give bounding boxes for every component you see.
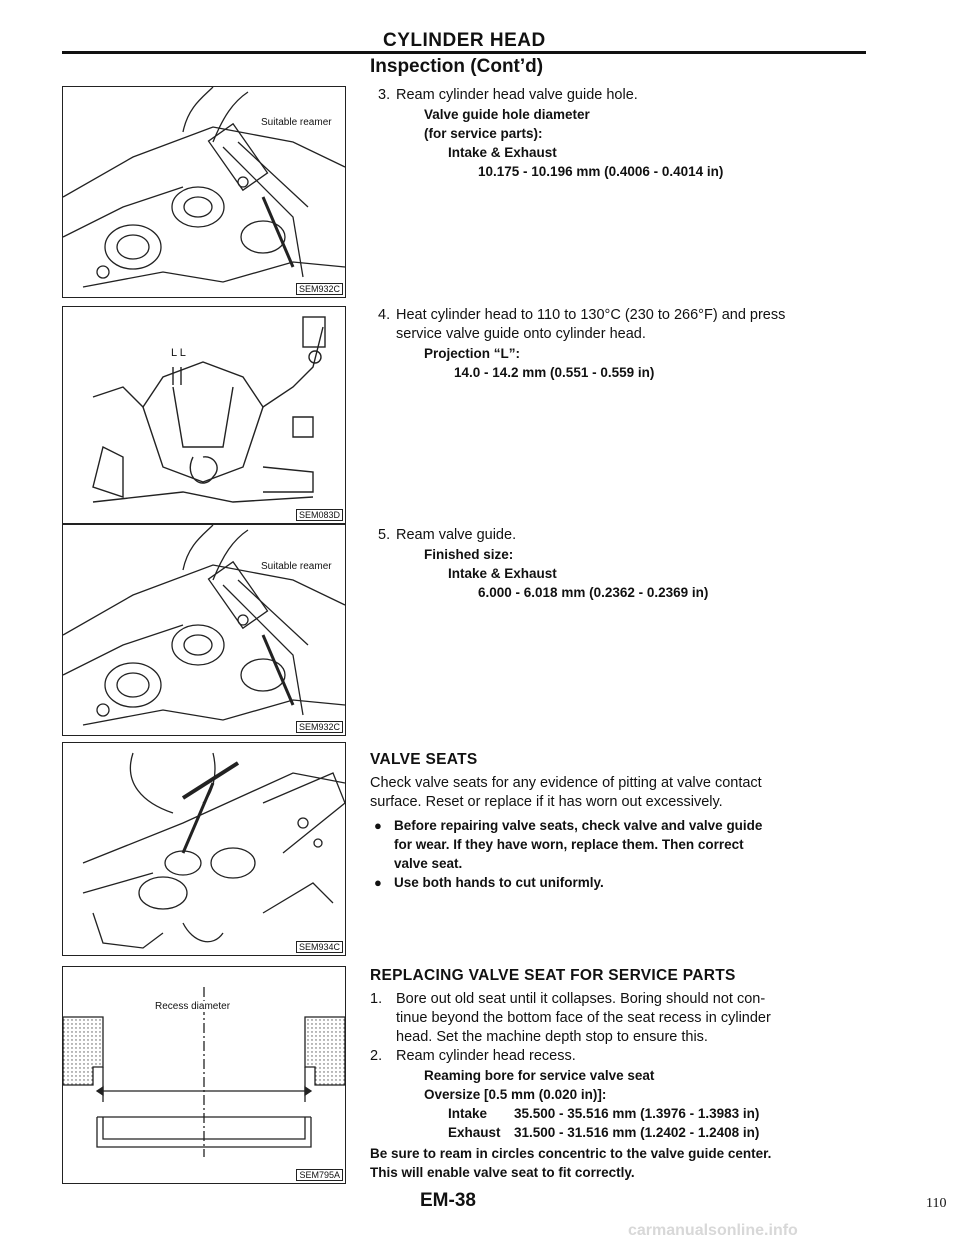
valve-seats-section bbox=[370, 750, 870, 892]
step-number: 2. bbox=[370, 1048, 383, 1064]
step-text-continued: tinue beyond the bottom face of the seat recess in cylinder bbox=[396, 1010, 771, 1026]
paragraph-line: Check valve seats for any evidence of pitting at valve contact bbox=[370, 775, 762, 791]
step-4 bbox=[370, 306, 870, 382]
spec-subtitle: (for service parts): bbox=[424, 126, 543, 141]
spec-group: Intake & Exhaust bbox=[448, 566, 557, 581]
figure-reamer-2 bbox=[62, 524, 346, 736]
paragraph-line: surface. Reset or replace if it has worn out excessively. bbox=[370, 794, 723, 810]
bullet-text: for wear. If they have worn, replace them. Then correct bbox=[394, 837, 744, 852]
figure-code: SEM795A bbox=[296, 1169, 343, 1181]
spec-title: Valve guide hole diameter bbox=[424, 107, 590, 122]
spec-subtitle: Oversize [0.5 mm (0.020 in)]: bbox=[424, 1087, 607, 1102]
step-text: Bore out old seat until it collapses. Boring should not con- bbox=[396, 991, 766, 1007]
step-number: 5. bbox=[378, 527, 391, 543]
spec-value: 31.500 - 31.516 mm (1.2402 - 1.2408 in) bbox=[514, 1125, 760, 1140]
recess-diagram bbox=[63, 967, 345, 1183]
page-title: CYLINDER HEAD bbox=[383, 30, 546, 51]
figure-code: SEM083D bbox=[296, 509, 343, 521]
recess-diameter-label: Recess diameter bbox=[155, 1001, 231, 1012]
section-heading: REPLACING VALVE SEAT FOR SERVICE PARTS bbox=[370, 967, 736, 984]
step-text: Ream cylinder head recess. bbox=[396, 1048, 576, 1064]
spec-title: Reaming bore for service valve seat bbox=[424, 1068, 655, 1083]
note-line: This will enable valve seat to fit correctly. bbox=[370, 1165, 635, 1180]
bullet-text: Before repairing valve seats, check valve and valve guide bbox=[394, 818, 763, 833]
figure-code: SEM932C bbox=[296, 721, 343, 733]
reamer-illustration-2 bbox=[63, 525, 345, 735]
figure-seat-cutter bbox=[62, 742, 346, 956]
step-number: 3. bbox=[378, 87, 391, 103]
step-3 bbox=[370, 86, 870, 181]
spec-title: Projection “L”: bbox=[424, 346, 521, 361]
section-heading: VALVE SEATS bbox=[370, 751, 478, 768]
note-line: Be sure to ream in circles concentric to the valve guide center. bbox=[370, 1146, 772, 1161]
figure-projection bbox=[62, 306, 346, 524]
page-number: 110 bbox=[926, 1196, 947, 1211]
bullet-icon: ● bbox=[374, 875, 382, 890]
spec-value: 14.0 - 14.2 mm (0.551 - 0.559 in) bbox=[454, 365, 655, 380]
seat-cutter-illustration bbox=[63, 743, 345, 955]
suitable-reamer-label: Suitable reamer bbox=[261, 561, 332, 572]
figure-reamer-1 bbox=[62, 86, 346, 298]
spec-row-exhaust bbox=[370, 1123, 870, 1142]
step-text: Heat cylinder head to 110 to 130°C (230 to 266°F) and press bbox=[396, 307, 786, 323]
spec-group: Intake & Exhaust bbox=[448, 145, 557, 160]
spec-value: 35.500 - 35.516 mm (1.3976 - 1.3983 in) bbox=[514, 1106, 760, 1121]
figure-code: SEM934C bbox=[296, 941, 343, 953]
step-text: Ream valve guide. bbox=[396, 527, 517, 543]
spec-value: 10.175 - 10.196 mm (0.4006 - 0.4014 in) bbox=[478, 164, 724, 179]
projection-illustration bbox=[63, 307, 345, 523]
step-number: 1. bbox=[370, 991, 383, 1007]
step-number: 4. bbox=[378, 307, 391, 323]
bullet-item bbox=[370, 816, 870, 873]
bullet-icon: ● bbox=[374, 818, 382, 833]
bullet-item bbox=[370, 873, 870, 892]
bullet-text: valve seat. bbox=[394, 856, 463, 871]
figure-recess-diameter bbox=[62, 966, 346, 1184]
projection-l-label: L L bbox=[171, 347, 186, 359]
watermark: carmanualsonline.info bbox=[628, 1222, 798, 1239]
bullet-text: Use both hands to cut uniformly. bbox=[394, 875, 604, 890]
spec-title: Finished size: bbox=[424, 547, 514, 562]
spec-row-intake bbox=[370, 1104, 870, 1123]
section-subtitle: Inspection (Cont’d) bbox=[370, 56, 544, 77]
page-code: EM-38 bbox=[420, 1190, 476, 1211]
header-rule bbox=[62, 51, 866, 54]
step-text-continued: head. Set the machine depth stop to ensure this. bbox=[396, 1029, 708, 1045]
suitable-reamer-label: Suitable reamer bbox=[261, 117, 332, 128]
figure-code: SEM932C bbox=[296, 283, 343, 295]
step-5 bbox=[370, 526, 870, 602]
spec-value: 6.000 - 6.018 mm (0.2362 - 0.2369 in) bbox=[478, 585, 709, 600]
replacing-valve-seat-section bbox=[370, 966, 870, 1182]
spec-label: Intake bbox=[448, 1106, 488, 1121]
step-text-continued: service valve guide onto cylinder head. bbox=[396, 326, 646, 342]
step-text: Ream cylinder head valve guide hole. bbox=[396, 87, 638, 103]
spec-label: Exhaust bbox=[448, 1125, 501, 1140]
